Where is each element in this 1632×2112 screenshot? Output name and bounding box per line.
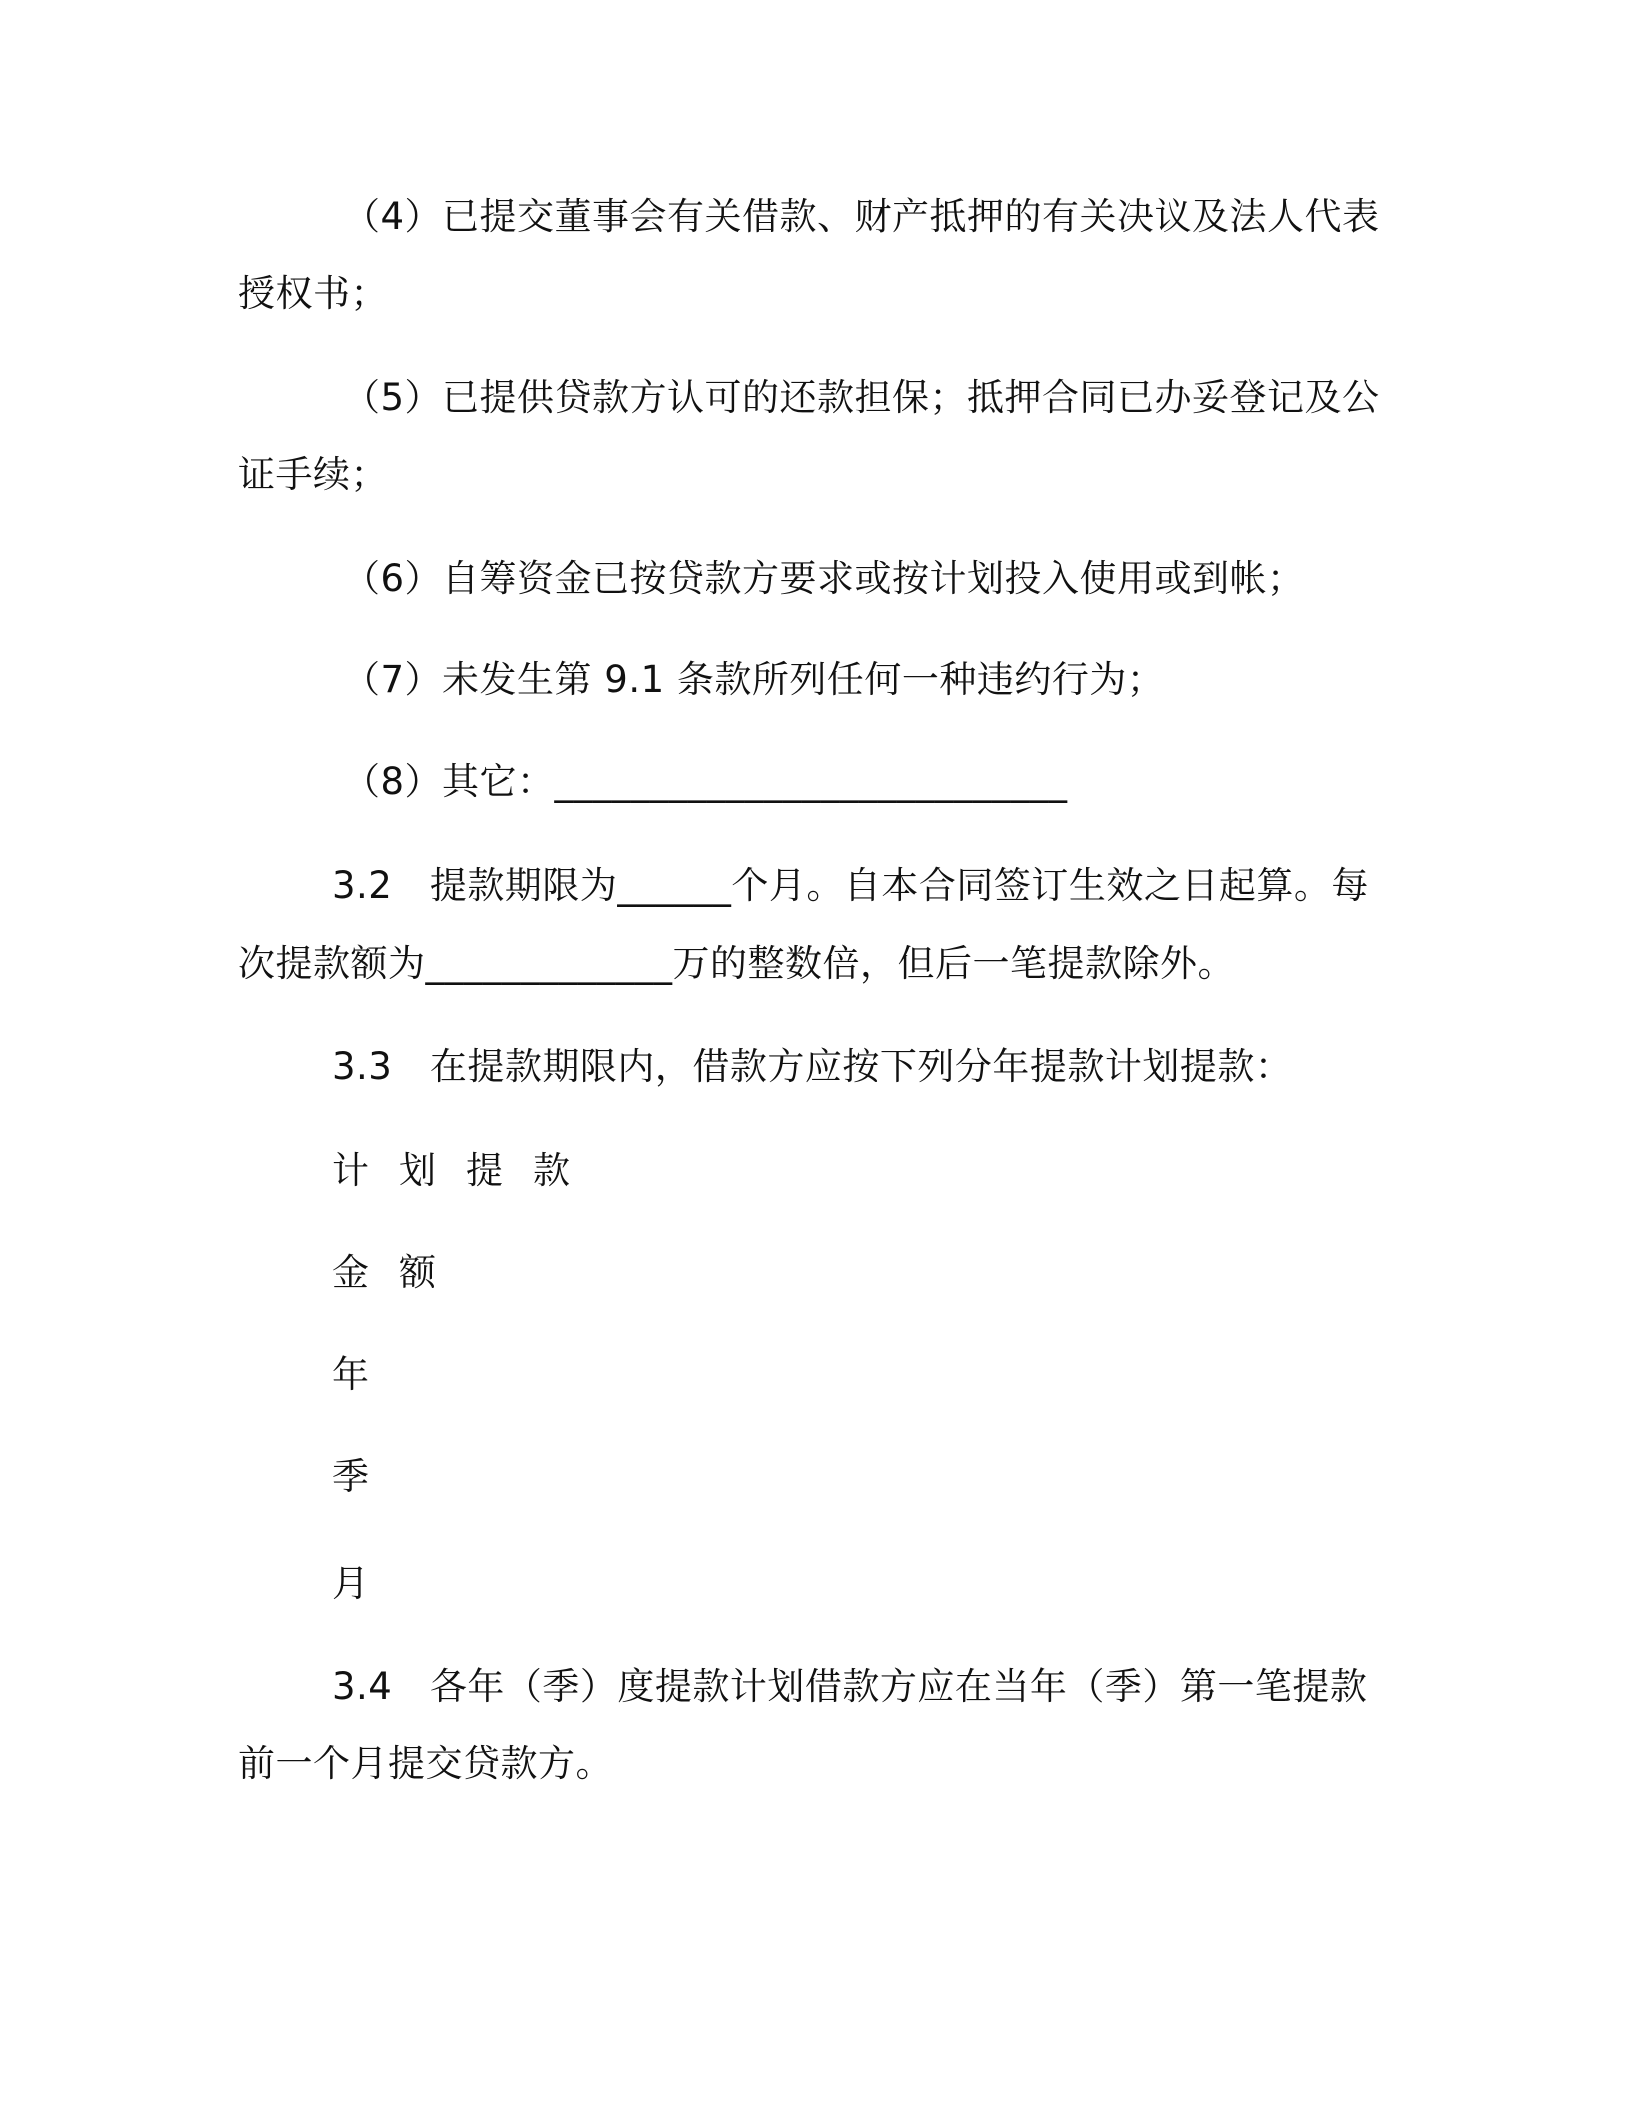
clause-3-2-line-2: 次提款额为_____________万的整数倍，但后一笔提款除外。 — [238, 942, 1235, 985]
clause-3-1-4-line-2: 授权书； — [238, 272, 388, 315]
clause-3-1-7: （7）未发生第 9.1 条款所列任何一种违约行为； — [343, 658, 1165, 701]
clause-3-1-6: （6）自筹资金已按贷款方要求或按计划投入使用或到帐； — [343, 557, 1305, 600]
clause-3-3: 3.3 在提款期限内，借款方应按下列分年提款计划提款： — [332, 1045, 1293, 1088]
table-header-planned-amount: 计划提款 — [332, 1149, 600, 1192]
clause-3-4-line-2: 前一个月提交贷款方。 — [238, 1742, 613, 1785]
clause-3-4-line-1: 3.4 各年（季）度提款计划借款方应在当年（季）第一笔提款 — [332, 1665, 1368, 1708]
clause-3-1-5-line-1: （5）已提供贷款方认可的还款担保；抵押合同已办妥登记及公 — [343, 376, 1380, 419]
table-header-amount: 金额 — [332, 1251, 466, 1294]
clause-3-1-8: （8）其它：___________________________ — [343, 760, 1068, 803]
clause-3-1-4-line-1: （4）已提交董事会有关借款、财产抵押的有关决议及法人代表 — [343, 195, 1380, 238]
table-header-month: 月 — [332, 1562, 370, 1605]
clause-3-1-5-line-2: 证手续； — [238, 453, 388, 496]
table-header-quarter: 季 — [332, 1455, 370, 1498]
clause-3-2-line-1: 3.2 提款期限为______个月。自本合同签订生效之日起算。每 — [332, 864, 1369, 907]
table-header-year: 年 — [332, 1353, 370, 1396]
